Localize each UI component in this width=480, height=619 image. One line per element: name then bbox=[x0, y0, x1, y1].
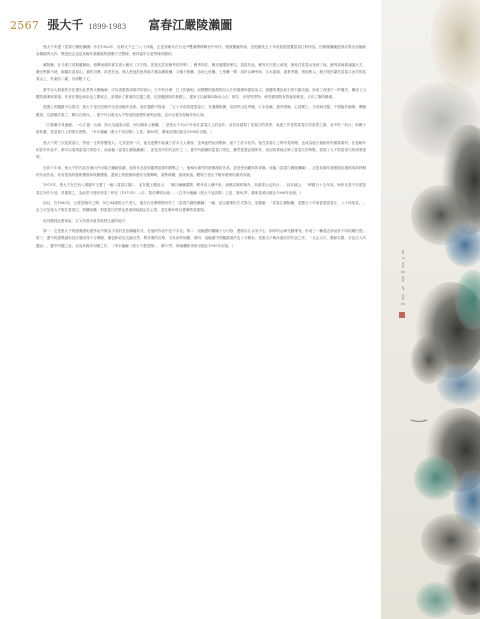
essay-paragraph: 張大千的三次遊富春江，對他一生的影響很大。尤其是第一次，他在遊覽中結識了許多文人墨客，並與他們詩詞唱和，留下了許多佳作。他在富春江上的所見所聞，也成為他日後創作的重要素材。在他晚年的許多作品中，都可以看到富春江的影子。而這幅《富春江嚴陵瀨圖》，更是其中的代表作之一。畫中所描繪的富春江景色，雖然是憑記憶所作，但卻真實地反映了富春江的特點，展現了大千對富春江的深厚感情。 bbox=[36, 140, 366, 160]
essay-paragraph: 張大千所畫《富春江嚴陵瀨圖》作於1982年，此時大千已三八十四歲，正是其晚年在台北外雙溪摩耶精舍中所作。根據題識所知，是他應其五十年前曾經遊覽富春江時所見。回憶嚴瀨縱遊情況寫出這幅極為精緻的大作，既是紀念也是其晚年最精湛的潑墨方式整理，使得當年江遊景像同節約。 bbox=[36, 45, 366, 57]
author-years: 1899-1983 bbox=[88, 23, 127, 31]
essay-paragraph: 再具體到此畫來說，它又有很多值得我們注意的地方： bbox=[43, 218, 129, 223]
essay-paragraph: 從畫上的題跋可以看出，張大千是在回憶中完成這幅作品的。他在題跋中寫道：「五十年前曾遊富春江，舟過嚴陵瀨，見兩岸山色秀麗，江水清澈，漁舟唱晚，心甚樂之。今老病目翳，不復能作細筆，偶憶舊遊，以潑墨法寫之，聊以自娛耳。」從中可以看出大千對這段遊歷的深刻記憶，也可以看出他晚年的心境。 bbox=[36, 105, 366, 117]
painting-title: 富春江嚴陵瀨圖 bbox=[148, 18, 233, 32]
page-header bbox=[10, 16, 232, 34]
essay-paragraph: 嚴陵瀨，在今浙江省桐廬縣南，相傳東漢初著名高士嚴光（字子陵，曾是光武帝劉秀的同學）。劉秀即位，嚴光便隱姓埋名，退居於此。劉秀多次派人尋找，後來在富春山找到了他。劉秀請他做諫議大夫，嚴光堅辭不就，歸隱於富春山，耕釣自樂，終老於此。後人把他釣魚的地方稱為嚴陵瀨，又稱子陵灘，也叫七里灘。七里灘一帶，兩岸山峰夾峙，江水碧綠，風景秀麗，景致醉人。嚴子陵釣臺在富春江北岸的富春山上，有東西二臺，各高數十丈。 bbox=[36, 62, 366, 82]
author-name: 張大千 bbox=[47, 18, 84, 32]
essay-body bbox=[36, 44, 366, 253]
essay-paragraph: 1973年，張大千在巴西八德園中又畫了一幅《富春江圖》，並在題上題詩云：「曉日曈曈霧開，輕舟初入嚴中來，漁樵往歸呼幾舟，知道青山也釣台。」詩末識云：「餘舊日十五年前，與仲兄善子同遊富春江所作小詩，得復寫之，為此景不復有得見！時在（1973年）八月，寫於摩耶山館。」（注李永翹編《張大千詩詞集》上卷，第82頁，廣東花城出版社1998年出版。） bbox=[36, 183, 366, 195]
essay-paragraph: 近四十年來，張大千的作品在海內外市場上屢創佳績，他的作品是收藏界追捧的熱點之一。他晚年創作的潑墨潑彩作品，更是受到藏家的青睞。這幅《富春江嚴陵瀨圖》，正是其晚年潑墨潑彩風格成熟時期的代表作品，具有很高的藝術價值和收藏價值。畫面上的潑墨和潑彩交相輝映，氣勢磅礴，意境深遠，體現了張大千晚年藝術的最高成就。 bbox=[36, 165, 366, 177]
painting-detail-image bbox=[381, 0, 480, 619]
essay-paragraph: 畫中以大寫意的手法畫出此景的大概輪廓，可以清楚看到兩岸的高山、江中的沙洲、江上的漁船。而整體的風格則以大片的潑墨和潑彩為主。潑灑的墨色和石青石綠交融，形成了深淺不一的層次，構成了山體的雄渾和厚重。作者在墨色和彩色之間留白，更增添了畫面的空靈之感。在潑墨潑彩的基礎上，畫家又以細筆勾勒出山石、樹木、房屋等景物，使得畫面既有寫意的豪放，又有工筆的精緻。 bbox=[36, 87, 366, 99]
page-number: 2567 bbox=[10, 19, 40, 32]
essay-paragraph: 而以，在1982年，已經是晚年之際，年已84歲的大千老人，還在台北摩耶精舍作了《富春江嚴陵瀨圖》一圖，並以潑墨的方式寫出。並題識：「富春江嚴陵瀨，並題五十年前曾遊富春江，八十四叟爰。」由之可見張大千對於富春江，對嚴陵瀨，對富春江的景色是深深地銘記在心的，並在晚年時以畫筆將其重現。 bbox=[36, 201, 366, 213]
essay-paragraph: 「江靜潮平見漁艇，一山才過一山遮，釣台近處春水碧，何日歸來上嚴灘。」是張大千1927年前在富春江上的詩作。這首詩描寫了富春江的美景，表達了作者對富春江的喜愛之情。詩中的「釣台」即嚴子陵釣臺，是富春江上的著名景點。（李永翹編《張大千詩詞集》上卷，第56頁，廣東花城出版社1998年出版。） bbox=[36, 123, 366, 135]
essay-paragraph: 第一：它是張大千的潑墨潑彩畫作品中較為少見的長卷橫幅形式，在他的作品中並不多見。第二：這幅畫的構圖十分巧妙，畫面以江水為中心，兩岸的山峰交錯排列，形成了一種遠近高低各不同的層次感。第三：畫中的潑墨潑彩技法運用得十分嫻熟，墨色和彩色交融自然，既有墨的沉厚，又有彩的明麗。第四：這幅畫中的題跋書法也十分精彩，是張大千晚年書法的代表之作。「名山大川，勝跡名勝，多為古人所題詠」，畫中所題之詩，亦為其晚年回憶之作。（李永翹編《張大千畫語錄》，第57頁，海南攝影美術出版社1992年出版。） bbox=[36, 229, 366, 248]
